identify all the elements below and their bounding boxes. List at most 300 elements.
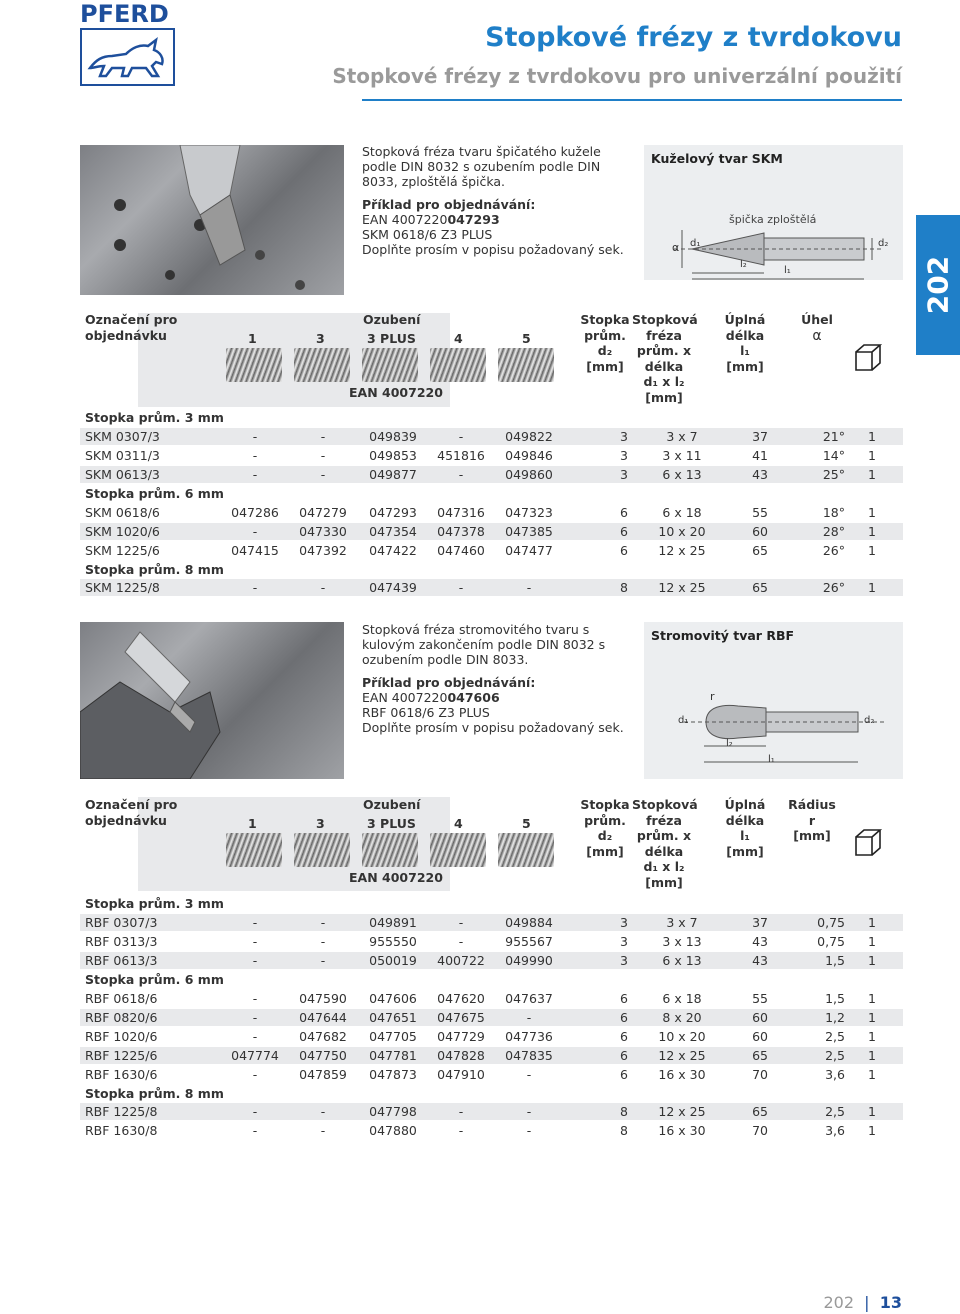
cell-dims: 6 x 18 [662,504,702,520]
header-cutter-label: Stopková fréza prům. x délka [632,797,698,859]
table-row [80,1028,903,1045]
cell-c3p: 047354 [369,523,417,539]
cell-c5: 047477 [505,542,553,558]
header-overall [710,312,780,374]
footer-page-number: 202 [823,1293,854,1312]
cell-dims: 16 x 30 [658,1066,706,1082]
cell-c4: 047828 [437,1047,485,1063]
cell-c3: - [320,580,326,596]
cell-c3p: 049839 [369,428,417,444]
header-cut-4: 4 [454,816,463,831]
tooth-3-image [294,833,350,867]
cell-dims: 8 x 20 [662,1009,702,1025]
cell-last: 2,5 [825,1028,845,1044]
table-row [80,1103,903,1120]
footer-section-number: 13 [879,1293,902,1312]
page-number-tab [916,215,960,355]
rbf-table-header [80,797,903,893]
header-radius-sym: r [808,812,816,828]
cell-code: RBF 0313/3 [85,933,158,949]
cell-c5: 047323 [505,504,553,520]
tooth-3plus-image [362,833,418,867]
cell-c3: - [320,447,326,463]
cell-pack: 1 [868,1009,876,1025]
cell-c3: 047859 [299,1066,347,1082]
cell-l1: 55 [752,504,768,520]
cell-pack: 1 [868,1104,876,1120]
rbf-label-l1: l₁ [768,754,775,765]
cell-c3: 047682 [299,1028,347,1044]
table-row [80,1009,903,1026]
header-ozubeni: Ozubení [363,797,421,812]
cell-last: 3,6 [825,1066,845,1082]
header-cutter [632,312,696,405]
cell-c1: - [252,1066,258,1082]
cell-c5: - [526,1123,532,1139]
cell-pack: 1 [868,523,876,539]
cell-c3p: 047781 [369,1047,417,1063]
cell-c3p: 047422 [369,542,417,558]
section-label: Stopka prům. 3 mm [85,896,224,911]
section-label: Stopka prům. 6 mm [85,971,224,987]
cell-code: RBF 1630/6 [85,1066,158,1082]
cell-code: SKM 0613/3 [85,466,160,482]
cell-pack: 1 [868,542,876,558]
header-overall-sym: l₁ [740,828,750,843]
cell-c4: 400722 [437,952,485,968]
cell-dims: 3 x 13 [662,933,702,949]
cell-dims: 6 x 13 [662,952,702,968]
cell-code: RBF 1225/8 [85,1104,158,1120]
cell-pack: 1 [868,466,876,482]
skm-diagram-note: špička zploštělá [729,213,817,226]
cell-l1: 65 [752,1104,768,1120]
header-angle-label: Úhel [801,312,833,327]
cell-c3p: 047880 [369,1123,417,1139]
ean-suffix: 047606 [447,690,500,705]
cell-c3p: 047873 [369,1066,417,1082]
cell-c1: - [252,580,258,596]
cell-code: SKM 0311/3 [85,447,160,463]
skm-product-photo [80,145,344,295]
logo-wordmark: PFERD [80,2,177,26]
rbf-product-photo [80,622,344,779]
cell-c3p: 955550 [369,933,417,949]
cell-l1: 43 [752,466,768,482]
header-order: Označení pro objednávku [85,312,178,343]
skm-label-alpha: α [672,241,680,254]
cell-c5: 049846 [505,447,553,463]
cell-c3p: 049853 [369,447,417,463]
cell-last: 28° [822,523,845,539]
cell-l1: 60 [752,1009,768,1025]
tooth-3-image [294,348,350,382]
cell-c4: - [458,580,464,596]
cell-pack: 1 [868,1028,876,1044]
table-row [80,1066,903,1083]
cell-c3p: 047651 [369,1009,417,1025]
cell-c5: 955567 [505,933,553,949]
cell-c4: 047316 [437,504,485,520]
cell-d2: 3 [620,447,628,463]
cell-d2: 3 [620,952,628,968]
rbf-label-l2: l₂ [726,738,733,749]
cell-last: 14° [822,447,845,463]
table-row [80,579,903,596]
cell-c1: - [252,990,258,1006]
rbf-example-code: RBF 0618/6 Z3 PLUS [362,705,490,720]
header-angle [792,312,842,344]
header-radius-label: Rádius [788,797,836,812]
cell-d2: 6 [620,1028,628,1044]
header-cut-4: 4 [454,331,463,346]
section-label: Stopka prům. 6 mm [85,485,224,501]
page-subtitle: Stopkové frézy z tvrdokovu pro univerzální použití [332,64,902,88]
cell-dims: 3 x 11 [662,447,702,463]
cell-dims: 10 x 20 [658,523,706,539]
header-overall-unit: [mm] [726,358,764,374]
cell-d2: 6 [620,542,628,558]
cell-code: RBF 0613/3 [85,952,158,968]
cell-c1: - [252,1104,258,1120]
header-order: Označení pro objednávku [85,797,178,828]
cell-pack: 1 [868,1066,876,1082]
cell-c1: - [252,1009,258,1025]
cell-code: SKM 1020/6 [85,523,160,539]
cell-dims: 3 x 7 [666,428,698,444]
cell-c3p: 049877 [369,466,417,482]
page-title: Stopkové frézy z tvrdokovu [485,22,902,53]
cell-c3: - [320,1104,326,1120]
cell-c3p: 050019 [369,952,417,968]
header-overall [710,797,780,859]
tooth-5-image [498,348,554,382]
cell-c5: 047736 [505,1028,553,1044]
header-overall-sym: l₁ [740,343,750,358]
cell-c4: 047729 [437,1028,485,1044]
rbf-diagram [644,622,903,779]
header-shank-sym: d₂ [597,343,613,358]
cell-d2: 3 [620,428,628,444]
header-cutter [632,797,696,890]
cell-dims: 3 x 7 [666,914,698,930]
cell-code: RBF 0618/6 [85,990,158,1006]
header-shank-unit: [mm] [586,843,624,859]
cell-dims: 12 x 25 [658,1047,706,1063]
cell-c5: 049860 [505,466,553,482]
cell-dims: 6 x 18 [662,990,702,1006]
skm-intro-text: Stopková fréza tvaru špičatého kužele podle DIN 8032 s ozubením podle DIN 8033, zploštělá špička. [362,144,601,189]
cell-c3p: 047798 [369,1104,417,1120]
header-overall-label: Úplná délka [724,312,766,343]
cell-c4: - [458,914,464,930]
ean-prefix: EAN 4007220 [362,690,448,705]
cell-code: SKM 0618/6 [85,504,160,520]
table-row [80,504,903,521]
skm-example-ean [362,212,632,227]
cell-c3p: 049891 [369,914,417,930]
cell-last: 21° [822,428,845,444]
cell-c4: - [458,428,464,444]
section-label: Stopka prům. 8 mm [85,1085,224,1101]
tooth-4-image [430,833,486,867]
table-row [80,952,903,969]
cell-last: 0,75 [817,933,845,949]
cell-c5: - [526,1009,532,1025]
cell-l1: 60 [752,1028,768,1044]
cell-pack: 1 [868,914,876,930]
tooth-4-image [430,348,486,382]
cell-c4: - [458,466,464,482]
cell-c3: 047590 [299,990,347,1006]
page-footer: 202 | 13 [823,1293,902,1312]
cell-c3p: 047705 [369,1028,417,1044]
cell-c1: - [252,466,258,482]
cell-c1: - [252,428,258,444]
table-row [80,1047,903,1064]
tooth-5-image [498,833,554,867]
ean-suffix: 047293 [447,212,500,227]
table-row [80,428,903,445]
cell-pack: 1 [868,428,876,444]
cell-c1: 047415 [231,542,279,558]
header-overall-unit: [mm] [726,843,764,859]
cell-code: SKM 1225/6 [85,542,160,558]
cell-c5: 047385 [505,523,553,539]
cell-code: RBF 1225/6 [85,1047,158,1063]
cell-d2: 3 [620,466,628,482]
cell-l1: 43 [752,952,768,968]
cell-pack: 1 [868,1047,876,1063]
rbf-example-label: Příklad pro objednávání: [362,675,536,690]
header-cutter-label: Stopková fréza prům. x délka [632,312,698,374]
header-shank-unit: [mm] [586,358,624,374]
rbf-example-note: Doplňte prosím v popisu požadovaný sek. [362,720,624,735]
header-cut-3: 3 [316,816,325,831]
table-row [80,914,903,931]
header-overall-label: Úplná délka [724,797,766,828]
cell-c3: 047750 [299,1047,347,1063]
cell-c4: 047378 [437,523,485,539]
header-cut-1: 1 [248,331,257,346]
cell-dims: 16 x 30 [658,1123,706,1139]
cell-dims: 12 x 25 [658,542,706,558]
header-cut-5: 5 [522,331,531,346]
header-cut-1: 1 [248,816,257,831]
cell-c1: 047774 [231,1047,279,1063]
cell-c3p: 047439 [369,580,417,596]
cell-dims: 10 x 20 [658,1028,706,1044]
cell-c3p: 047293 [369,504,417,520]
cell-c5: - [526,1066,532,1082]
cell-c4: - [458,1104,464,1120]
cell-d2: 6 [620,1066,628,1082]
cell-c3p: 047606 [369,990,417,1006]
cell-d2: 6 [620,990,628,1006]
page-number-tab-label: 202 [921,255,955,315]
header-ozubeni: Ozubení [363,312,421,327]
pferd-logo [80,2,177,86]
package-box-icon [852,827,884,859]
cell-last: 0,75 [817,914,845,930]
cell-c5: - [526,1104,532,1120]
cell-pack: 1 [868,933,876,949]
cell-pack: 1 [868,447,876,463]
header-radius [782,797,842,844]
cell-last: 2,5 [825,1104,845,1120]
cell-c3: 047330 [299,523,347,539]
header-cutter-sym: d₁ x l₂ [643,374,685,389]
package-box-icon [852,342,884,374]
cell-c3: - [320,1123,326,1139]
cell-last: 1,2 [825,1009,845,1025]
cell-pack: 1 [868,952,876,968]
cell-d2: 6 [620,1047,628,1063]
rbf-label-d2: d₂ [864,715,875,726]
cell-c1: - [252,1123,258,1139]
cell-dims: 12 x 25 [658,1104,706,1120]
cell-c3: 047279 [299,504,347,520]
skm-example-label: Příklad pro objednávání: [362,197,536,212]
cell-code: RBF 0307/3 [85,914,158,930]
cell-l1: 65 [752,580,768,596]
cell-d2: 8 [620,1104,628,1120]
section-label: Stopka prům. 3 mm [85,410,224,425]
cell-dims: 6 x 13 [662,466,702,482]
cell-c5: 049884 [505,914,553,930]
cell-c1: - [252,447,258,463]
table-row [80,466,903,483]
cell-last: 18° [822,504,845,520]
cell-d2: 6 [620,1009,628,1025]
cell-last: 26° [822,580,845,596]
cell-l1: 37 [752,914,768,930]
cell-c3: - [320,933,326,949]
cell-code: SKM 0307/3 [85,428,160,444]
cell-d2: 6 [620,523,628,539]
header-angle-sym: α [812,327,822,344]
cell-dims: 12 x 25 [658,580,706,596]
cell-c5: 049822 [505,428,553,444]
cell-c3: 047644 [299,1009,347,1025]
cell-c4: - [458,1123,464,1139]
skm-diagram [644,145,903,280]
header-ean: EAN 4007220 [349,870,443,885]
skm-label-d2: d₂ [878,238,889,249]
cell-c4: 047460 [437,542,485,558]
cell-c5: 047835 [505,1047,553,1063]
cell-d2: 8 [620,580,628,596]
cell-l1: 43 [752,933,768,949]
cell-l1: 70 [752,1066,768,1082]
table-row [80,447,903,464]
cell-l1: 41 [752,447,768,463]
rbf-description [362,622,632,735]
header-cut-3plus: 3 PLUS [367,816,416,831]
cell-c3: - [320,428,326,444]
cell-c4: 047910 [437,1066,485,1082]
skm-label-d1: d₁ [690,238,701,249]
header-cut-3plus: 3 PLUS [367,331,416,346]
header-cutter-sym: d₁ x l₂ [643,859,685,874]
ean-prefix: EAN 4007220 [362,212,448,227]
cell-last: 1,5 [825,952,845,968]
cell-code: RBF 1020/6 [85,1028,158,1044]
cell-c4: 047675 [437,1009,485,1025]
cell-d2: 6 [620,504,628,520]
cell-code: RBF 1630/8 [85,1123,158,1139]
header-shank-label: Stopka prům. [580,312,630,343]
cell-c1: - [252,952,258,968]
horse-emblem-icon [80,28,175,86]
cell-l1: 70 [752,1123,768,1139]
cell-pack: 1 [868,504,876,520]
rbf-intro-text: Stopková fréza stromovitého tvaru s kulovým zakončením podle DIN 8032 s ozubením podle DIN 8033. [362,622,606,667]
cell-l1: 55 [752,990,768,1006]
section-label: Stopka prům. 8 mm [85,561,224,577]
table-row [80,1122,903,1139]
cell-l1: 65 [752,1047,768,1063]
cell-pack: 1 [868,1123,876,1139]
cell-code: RBF 0820/6 [85,1009,158,1025]
table-row [80,990,903,1007]
header-shank-label: Stopka prům. [580,797,630,828]
cell-last: 1,5 [825,990,845,1006]
cell-pack: 1 [868,990,876,1006]
cell-l1: 65 [752,542,768,558]
cell-d2: 3 [620,933,628,949]
skm-table-header [80,312,903,408]
cell-c4: 047620 [437,990,485,1006]
table-row [80,523,903,540]
rbf-example-ean [362,690,632,705]
title-divider [362,99,902,101]
cell-c1: - [252,1028,258,1044]
cell-last: 3,6 [825,1123,845,1139]
header-shank [580,797,630,859]
cell-d2: 8 [620,1123,628,1139]
skm-example-note: Doplňte prosím v popisu požadovaný sek. [362,242,624,257]
header-cut-5: 5 [522,816,531,831]
tooth-3plus-image [362,348,418,382]
header-cut-3: 3 [316,331,325,346]
cell-last: 25° [822,466,845,482]
cell-c1: - [252,933,258,949]
header-cutter-unit: [mm] [645,389,683,405]
table-row [80,933,903,950]
cell-last: 2,5 [825,1047,845,1063]
tooth-1-image [226,833,282,867]
cell-c4: - [458,933,464,949]
cell-c5: - [526,580,532,596]
cell-pack: 1 [868,580,876,596]
cell-c3: - [320,952,326,968]
cell-c5: 047637 [505,990,553,1006]
cell-c3: 047392 [299,542,347,558]
header-shank-sym: d₂ [597,828,613,843]
tooth-1-image [226,348,282,382]
skm-example-code: SKM 0618/6 Z3 PLUS [362,227,493,242]
table-row [80,542,903,559]
cell-c4: 451816 [437,447,485,463]
cell-l1: 37 [752,428,768,444]
skm-description [362,144,632,257]
skm-label-l1: l₁ [784,265,791,276]
cell-c1: - [252,523,258,539]
cell-last: 26° [822,542,845,558]
cell-code: SKM 1225/8 [85,580,160,596]
skm-label-l2: l₂ [740,259,747,270]
